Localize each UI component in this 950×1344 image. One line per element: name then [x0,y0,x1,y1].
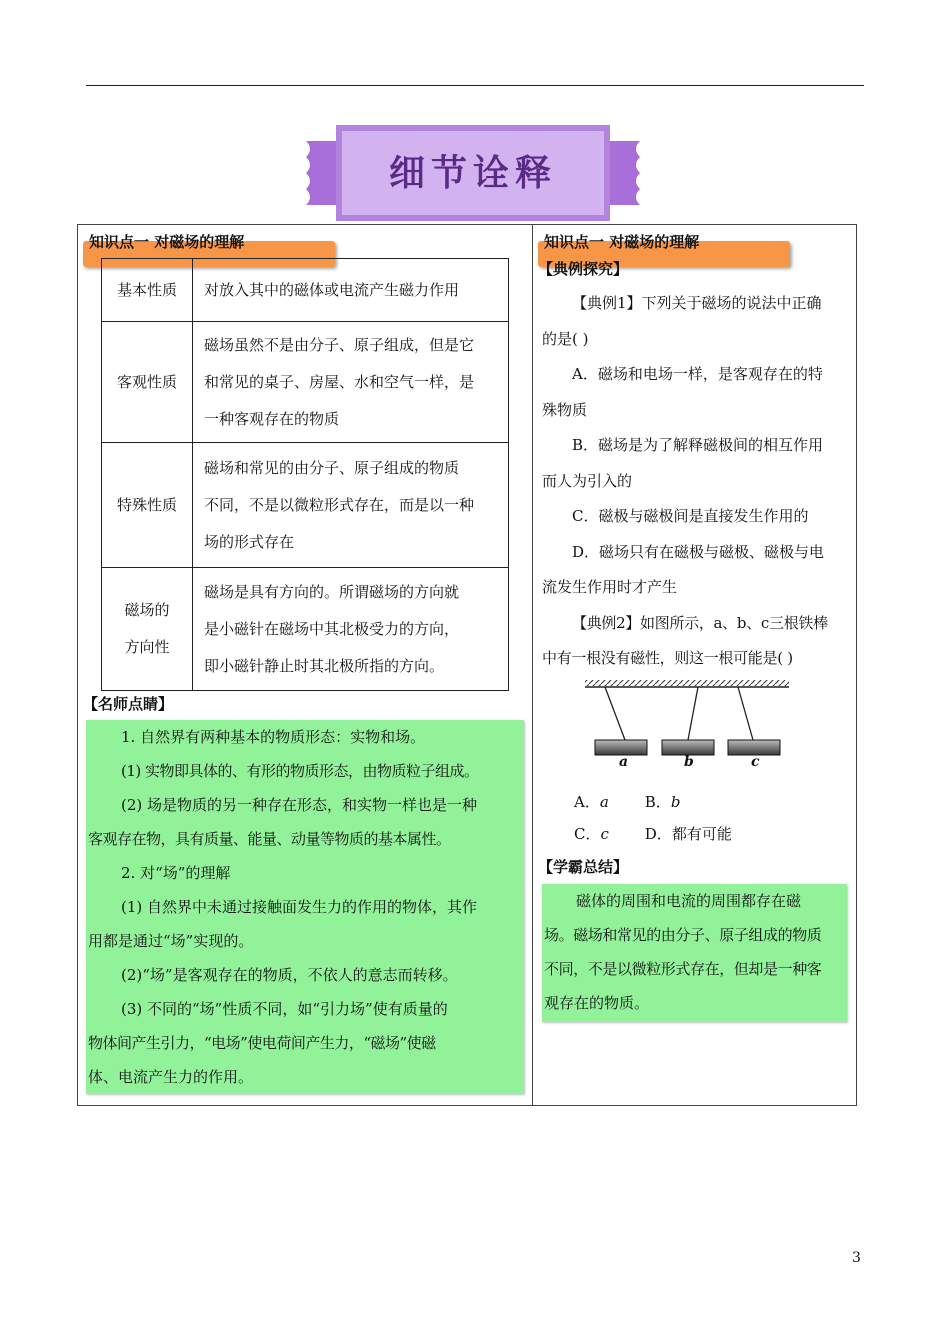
tip-line: 体、电流产生力的作用。 [88,1068,254,1086]
table-row [102,259,509,322]
summary-line: 场。磁场和常见的由分子、原子组成的物质 [544,926,822,944]
question-line: 【典例1】下列关于磁场的说法中正确 [572,294,822,312]
example-heading: 【典例探究】 [538,260,629,278]
rod-label: a [619,754,629,770]
example-1 [542,286,852,677]
tip-line: (1) 实物即具体的、有形的物质形态，由物质粒子组成。 [121,762,479,780]
tip-line: (2) 场是物质的另一种存在形态，和实物一样也是一种 [121,796,478,814]
page-number: 3 [852,1250,861,1266]
summary-box [542,884,847,1022]
question-line: 的是( ) [542,329,589,348]
option-row [574,818,732,850]
option-line: D．磁场只有在磁极与磁极、磁极与电 [572,542,825,561]
tip-line: (2)“场”是客观存在的物质，不依人的意志而转移。 [121,966,458,984]
tip-line: (3) 不同的“场”性质不同，如“引力场”使有质量的 [121,1000,448,1018]
option-line: B．磁场是为了解释磁极间的相互作用 [572,436,824,454]
property-name: 客观性质 [102,322,193,443]
teacher-tips-box [86,720,524,1094]
option-line: A．磁场和电场一样，是客观存在的特 [572,365,823,383]
tip-line: 客观存在物，具有质量、能量、动量等物质的基本属性。 [88,830,451,848]
property-name: 磁场的 方向性 [102,568,193,691]
option-row [574,786,732,818]
option-c: C．c [574,825,609,843]
header-rule [86,85,864,86]
property-name: 基本性质 [102,259,193,322]
option-line: 流发生作用时才产生 [542,578,678,596]
option-line: 殊物质 [542,400,588,419]
property-table [101,258,509,691]
property-name: 特殊性质 [102,443,193,568]
tip-line: (1) 自然界中未通过接触面发生力的作用的物体，其作 [121,898,478,916]
property-desc: 磁场是具有方向的。所谓磁场的方向就 是小磁针在磁场中其北极受力的方向， 即小磁针静止时其北极所指的方向。 [193,568,509,691]
iron-rods-figure [583,678,793,778]
summary-heading: 【学霸总结】 [538,858,629,876]
property-desc: 磁场虽然不是由分子、原子组成，但是它 和常见的桌子、房屋、水和空气一样，是 一种客观存在的物质 [193,322,509,443]
example-2-options [574,786,732,850]
banner-title: 细节诠释 [388,153,557,194]
summary-line: 不同，不是以微粒形式存在，但却是一种客 [544,960,822,978]
table-row [102,568,509,691]
table-row [102,322,509,443]
option-a: A．a [574,793,609,811]
question-line: 中有一根没有磁性，则这一根可能是( ) [542,649,793,667]
knowledge-point-title: 知识点一 对磁场的理解 [89,233,245,251]
summary-line: 磁体的周围和电流的周围都存在磁 [576,892,802,910]
knowledge-point-title: 知识点一 对磁场的理解 [544,233,700,251]
property-desc: 对放入其中的磁体或电流产生磁力作用 [193,259,509,322]
option-line: 而人为引入的 [542,471,633,490]
option-d: D．都有可能 [644,825,732,843]
option-b: B．b [644,793,681,811]
property-desc: 磁场和常见的由分子、原子组成的物质 不同，不是以微粒形式存在，而是以一种 场的形式存在 [193,443,509,568]
tip-line: 物体间产生引力，“电场”使电荷间产生力，“磁场”使磁 [88,1034,436,1052]
rod-label: b [684,754,694,770]
column-divider [532,224,533,1106]
table-row [102,443,509,568]
summary-line: 观存在的物质。 [544,994,650,1012]
tip-line: 用都是通过“场”实现的。 [88,932,254,950]
section-banner [300,123,646,223]
tip-line: 1. 自然界有两种基本的物质形态：实物和场。 [121,728,426,746]
tip-line: 2. 对“场”的理解 [121,864,231,882]
question-line: 【典例2】如图所示，a、b、c三根铁棒 [572,613,828,632]
option-line: C．磁极与磁极间是直接发生作用的 [572,507,809,525]
tips-heading: 【名师点睛】 [83,695,174,713]
rod-label: c [751,754,760,770]
